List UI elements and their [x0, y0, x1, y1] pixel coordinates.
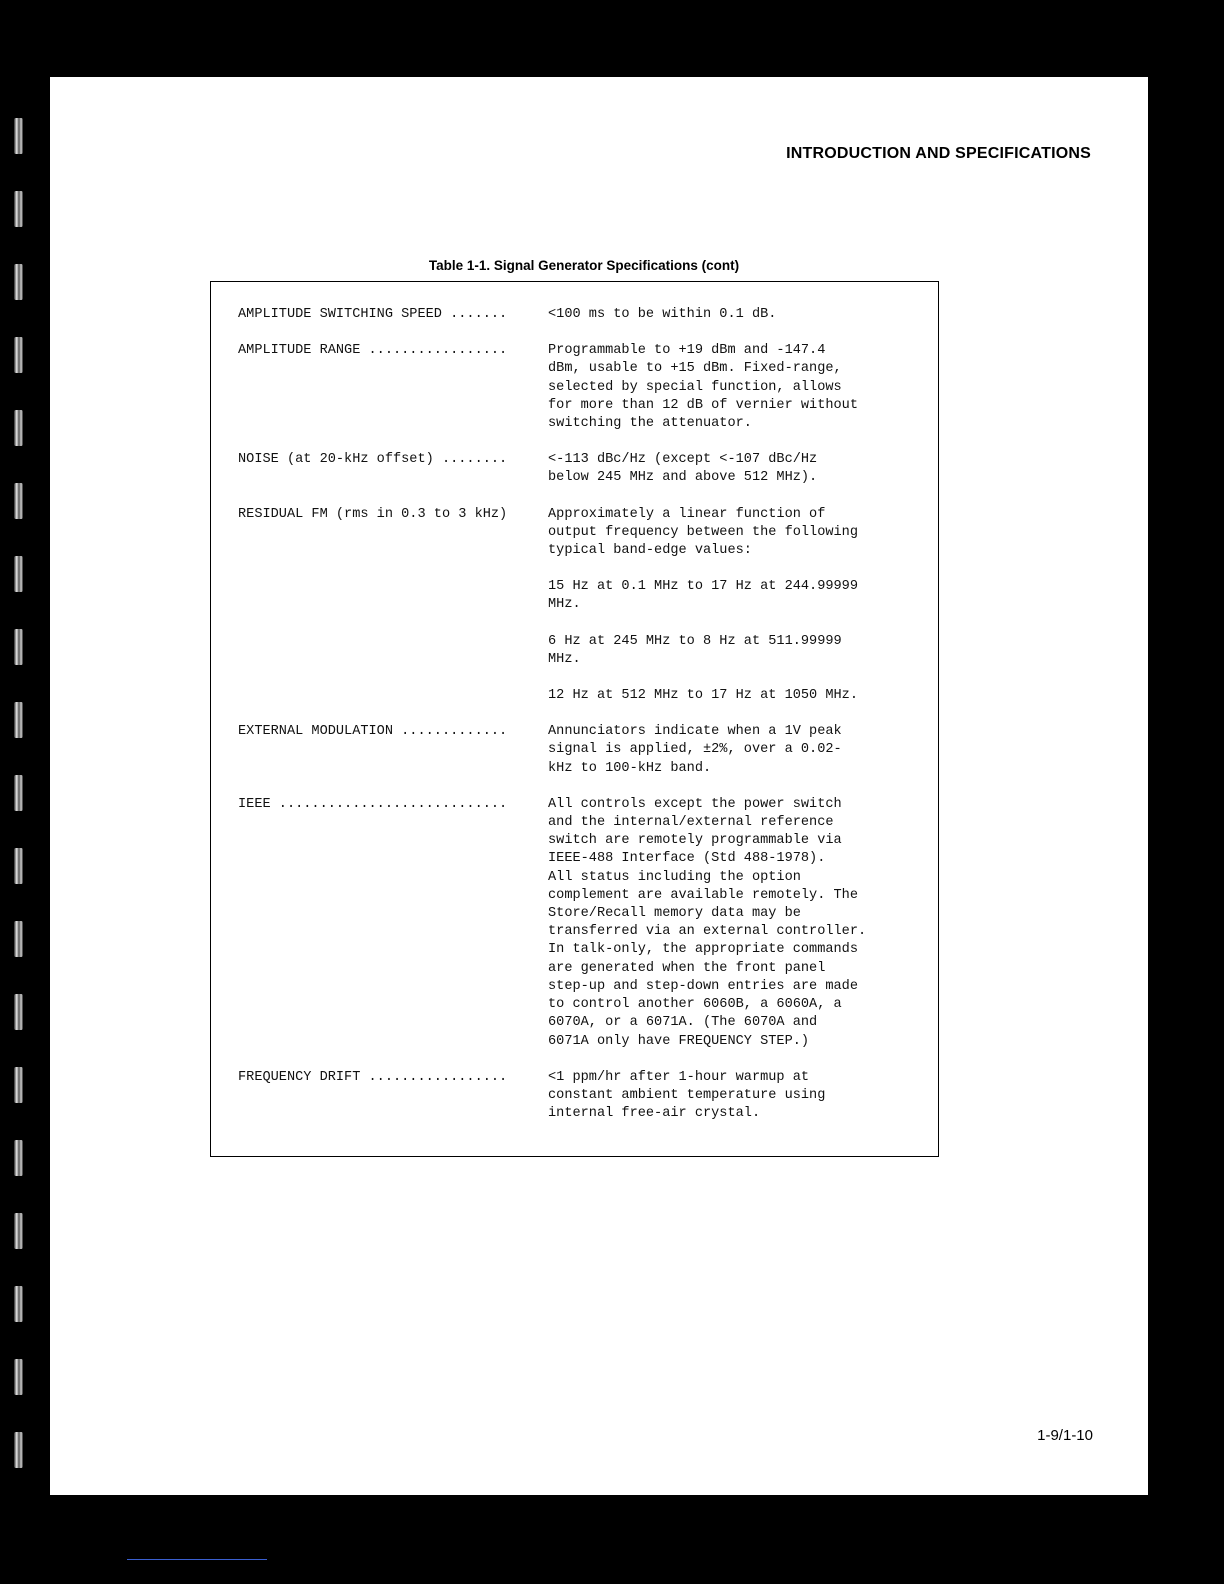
spec-label: NOISE (at 20-kHz offset) ........ [238, 452, 508, 468]
spec-value [548, 306, 918, 324]
binder-hole [14, 921, 23, 957]
spec-value-paragraph: <100 ms to be within 0.1 dB. [548, 307, 777, 322]
binder-hole [14, 191, 23, 227]
spec-row [238, 342, 918, 433]
spec-row [238, 796, 918, 1051]
binder-hole [14, 1140, 23, 1176]
spec-value [548, 451, 918, 487]
binder-hole [14, 1286, 23, 1322]
binder-hole [14, 483, 23, 519]
spec-value-paragraph: All controls except the power switch and the internal/external reference switch are remotely programmable via IEEE-488 Interface (Std 488-1978). All status including the option complement are available remotely. The Store/Recall memory data may be transferred via an external controller. In talk-only, the appropriate commands are generated when the front panel step-up and step-down entries are made to control another 6060B, a 6060A, a 6070A, or a 6071A. (The 6070A and 6071A only have FREQUENCY STEP.) [548, 796, 867, 1049]
spec-value-paragraph: 12 Hz at 512 MHz to 17 Hz at 1050 MHz. [548, 688, 858, 704]
spec-table [238, 306, 918, 1141]
spec-label: IEEE ............................ [238, 796, 508, 812]
page-number: 1-9/1-10 [1037, 1427, 1093, 1444]
binder-hole [14, 1067, 23, 1103]
binder-hole [14, 337, 23, 373]
spec-value-paragraph: Programmable to +19 dBm and -147.4 dBm, usable to +15 dBm. Fixed-range, selected by special function, allows for more than 12 dB of vernier without switching the attenuator. [548, 343, 858, 432]
binder-holes [0, 0, 50, 1584]
spec-label: EXTERNAL MODULATION ............. [238, 724, 508, 740]
spec-label: AMPLITUDE SWITCHING SPEED ....... [238, 307, 508, 322]
table-caption: Table 1-1. Signal Generator Specifications (cont) [428, 258, 740, 273]
binder-hole [14, 1213, 23, 1249]
binder-hole [14, 410, 23, 446]
binder-hole [14, 1359, 23, 1395]
spec-value [548, 1069, 918, 1124]
spec-table-box [210, 281, 939, 1157]
document-page [50, 77, 1148, 1495]
spec-row [238, 723, 918, 778]
spec-value [548, 796, 918, 1051]
section-header: INTRODUCTION AND SPECIFICATIONS [786, 145, 1091, 162]
spec-row [238, 306, 918, 324]
binder-hole [14, 629, 23, 665]
spec-row [238, 506, 918, 706]
binder-hole [14, 775, 23, 811]
binder-hole [14, 1432, 23, 1468]
bottom-rule [127, 1559, 267, 1560]
binder-hole [14, 556, 23, 592]
spec-value-paragraph: <1 ppm/hr after 1-hour warmup at constant ambient temperature using internal free-air crystal. [548, 1069, 826, 1122]
spec-value-paragraph: <-113 dBc/Hz (except <-107 dBc/Hz below 245 MHz and above 512 MHz). [548, 452, 818, 486]
spec-value-paragraph: Approximately a linear function of output frequency between the following typical band-edge values: [548, 506, 858, 559]
spec-label: RESIDUAL FM (rms in 0.3 to 3 kHz) [238, 506, 508, 522]
binder-hole [14, 702, 23, 738]
spec-row [238, 1069, 918, 1124]
binder-hole [14, 848, 23, 884]
spec-value-paragraph: 6 Hz at 245 MHz to 8 Hz at 511.99999 MHz. [548, 633, 842, 667]
spec-label: FREQUENCY DRIFT ................. [238, 1069, 508, 1085]
binder-hole [14, 994, 23, 1030]
spec-value [548, 506, 918, 706]
binder-hole [14, 118, 23, 154]
spec-value [548, 723, 918, 778]
spec-value-paragraph: Annunciators indicate when a 1V peak signal is applied, ±2%, over a 0.02- kHz to 100-kHz band. [548, 724, 842, 776]
spec-value-paragraph: 15 Hz at 0.1 MHz to 17 Hz at 244.99999 MHz. [548, 579, 858, 613]
spec-value [548, 342, 918, 433]
binder-hole [14, 264, 23, 300]
spec-row [238, 451, 918, 487]
spec-label: AMPLITUDE RANGE ................. [238, 343, 508, 359]
